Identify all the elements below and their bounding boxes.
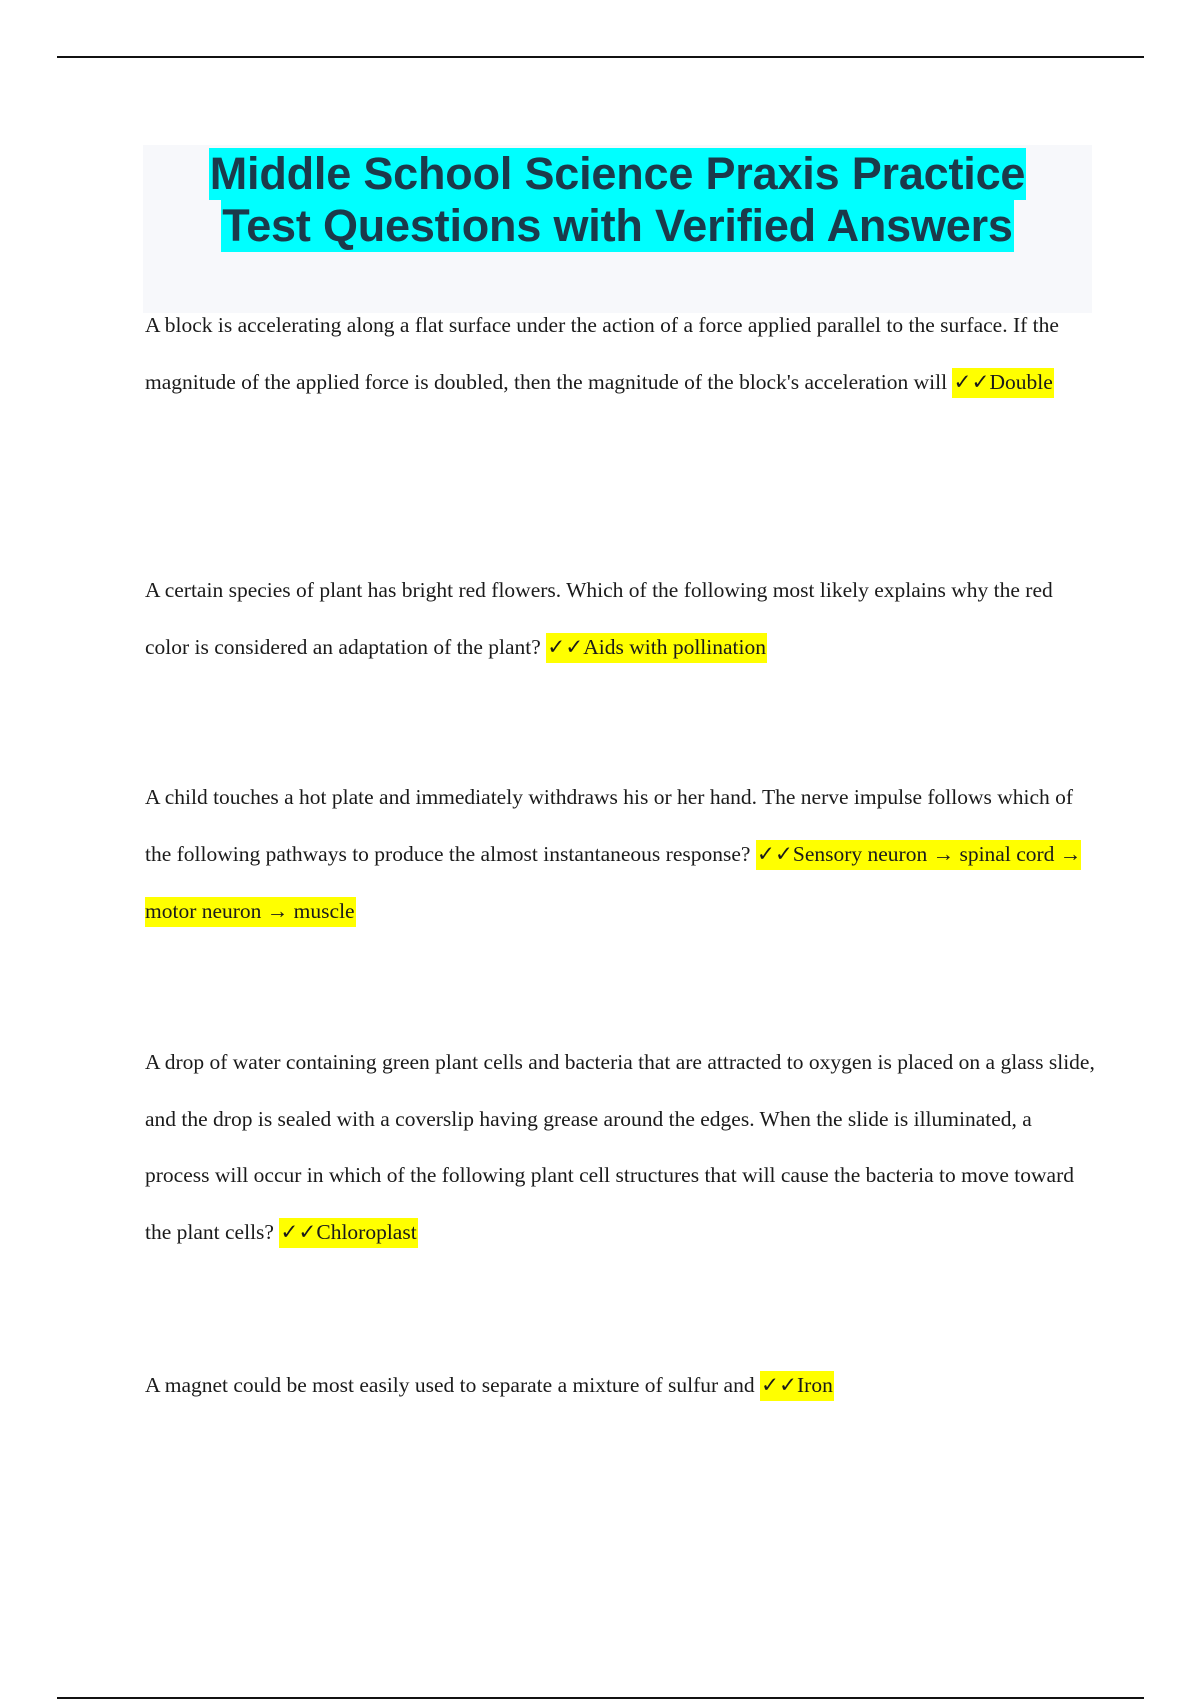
answer-3: ✓✓Sensory neuron → spinal cord → motor neuron → muscle: [145, 840, 1081, 927]
answer-1: ✓✓Double: [952, 368, 1053, 398]
question-3-text: A child touches a hot plate and immediately withdraws his or her hand. The nerve impulse follows which of the following pathways to produce the almost instantaneous response?: [145, 785, 1074, 866]
page-title-line-2: Test Questions with Verified Answers: [222, 200, 1013, 251]
answer-4: ✓✓Chloroplast: [279, 1218, 417, 1248]
question-3: [145, 769, 1095, 940]
bottom-rule: [57, 1697, 1144, 1699]
answer-2: ✓✓Aids with pollination: [546, 633, 767, 663]
question-4-text: A drop of water containing green plant cells and bacteria that are attracted to oxygen is placed on a glass slide, and the drop is sealed with a coverslip having grease around the edges. When the slide is illuminated, a process will occur in which of the following plant cell structures that will cause the bacteria to move toward the plant cells?: [145, 1050, 1095, 1244]
question-1-text: A block is accelerating along a flat surface under the action of a force applied parallel to the surface. If the magnitude of the applied force is doubled, then the magnitude of the block's acceleration will: [145, 313, 1059, 394]
question-2-text: A certain species of plant has bright red flowers. Which of the following most likely explains why the red color is considered an adaptation of the plant?: [145, 578, 1053, 659]
question-5-text: A magnet could be most easily used to separate a mixture of sulfur and: [145, 1373, 760, 1397]
page-title-line-1: Middle School Science Praxis Practice: [209, 148, 1026, 199]
question-5: [145, 1357, 1095, 1414]
question-2: [145, 562, 1095, 676]
title-block: [143, 145, 1092, 313]
question-1: [145, 297, 1095, 411]
top-rule: [57, 56, 1144, 58]
question-4: [145, 1034, 1095, 1260]
answer-5: ✓✓Iron: [760, 1371, 834, 1401]
